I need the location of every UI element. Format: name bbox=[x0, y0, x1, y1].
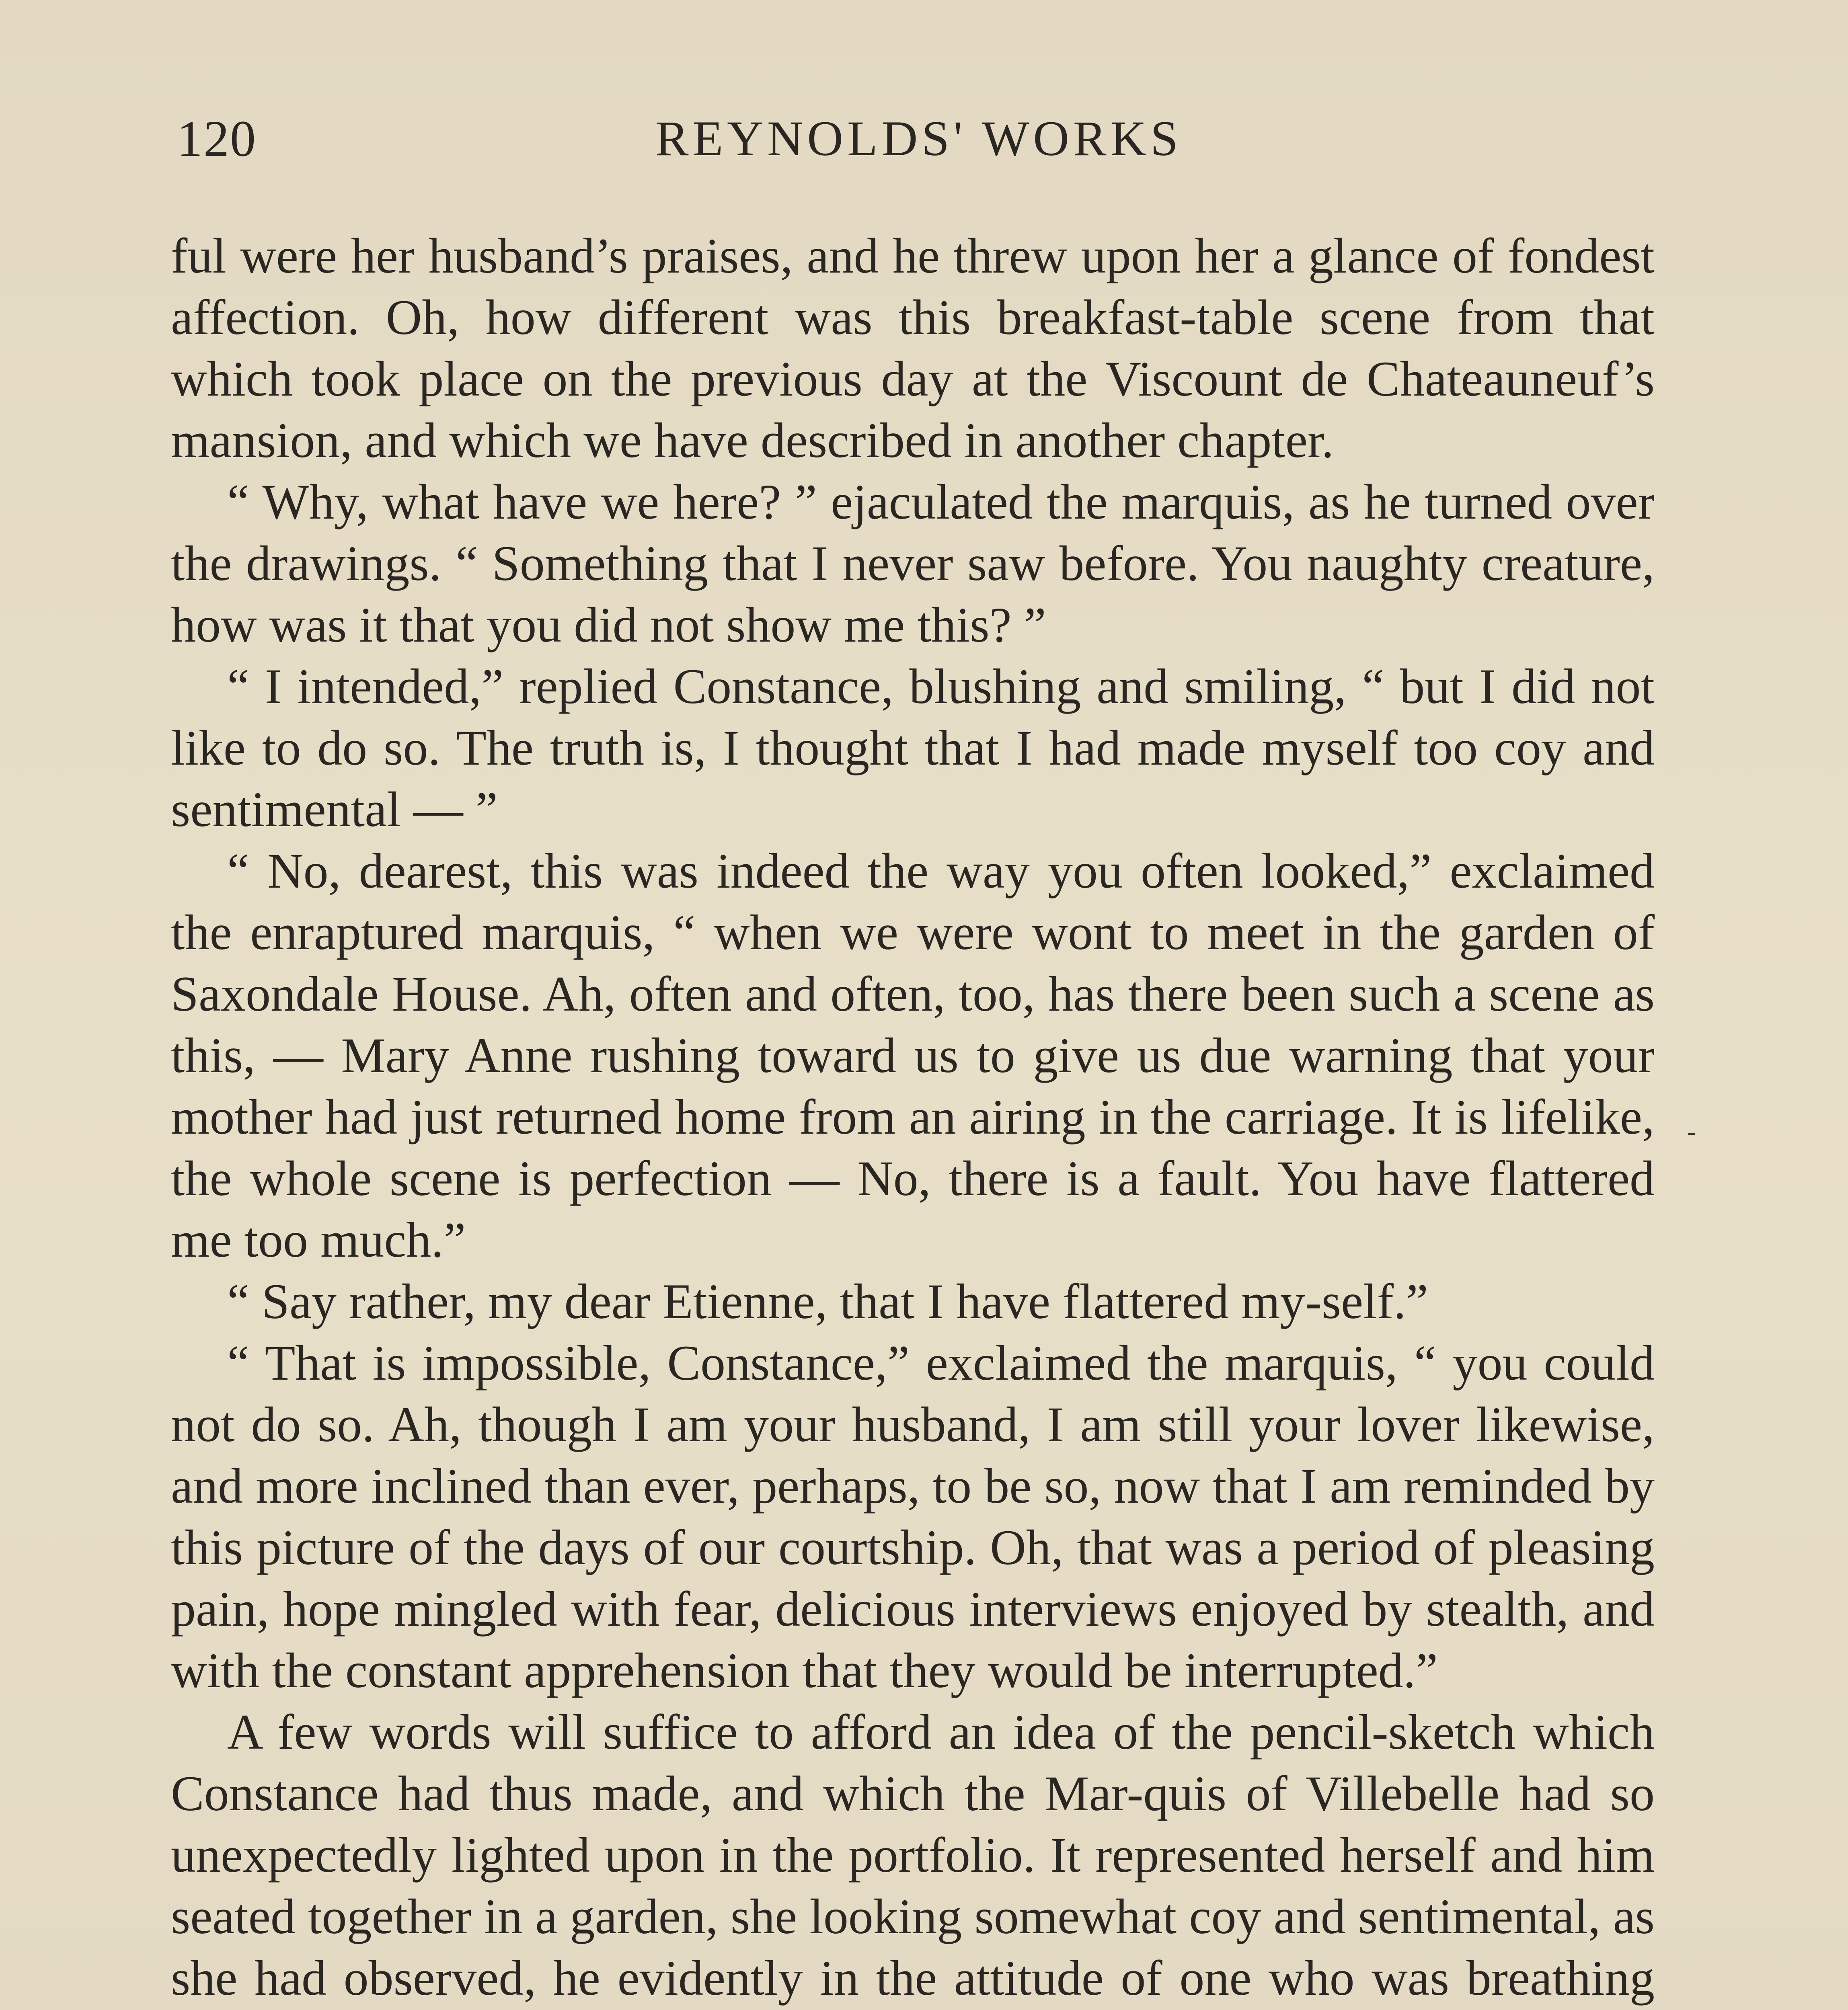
paragraph: “ That is impossible, Constance,” exclaimed the marquis, “ you could not do so. Ah, though I am your husband, I am still your lover likewise, and more inclined than ever, perhaps, to be so, now that I am reminded by this picture of the days of our courtship. Oh, that was a period of pleasing pain, hope mingled with fear, delicious interviews enjoyed by stealth, and with the constant apprehension that they would be interrupted.” bbox=[171, 1335, 1655, 1698]
running-title: REYNOLDS' WORKS bbox=[655, 111, 1183, 166]
paragraph: “ Say rather, my dear Etienne, that I have flattered my-self.” bbox=[227, 1274, 1428, 1329]
paragraph: “ Why, what have we here? ” ejaculated the marquis, as he turned over the drawings. “ Something that I never saw before. You naughty creature, how was it that you did not show me this? ” bbox=[171, 474, 1655, 652]
paragraph: ful were her husband’s praises, and he threw upon her a glance of fondest affection. Oh, how different was this breakfast-table scene from that which took place on the previous day at the Viscount de Chateauneuf’s mansion, and which we have described in another chapter. bbox=[171, 228, 1655, 468]
paragraph: “ I intended,” replied Constance, blushing and smiling, “ but I did not like to do so. The truth is, I thought that I had made myself too coy and sentimental — ” bbox=[171, 659, 1655, 837]
page-number: 120 bbox=[177, 110, 257, 167]
paragraph: A few words will suffice to afford an idea of the pencil-sketch which Constance had thus made, and which the Mar-quis of Villebelle had so unexpectedly lighted upon in the portfolio. It represented herself and him seated together in a garden, she looking somewhat coy and sentimental, as she had observed, he evidently in the attitude of one who was breathing bbox=[171, 1704, 1655, 2006]
running-head bbox=[177, 107, 1661, 171]
paragraph: “ No, dearest, this was indeed the way you often looked,” exclaimed the enraptured marquis, “ when we were wont to meet in the garden of Saxondale House. Ah, often and often, too, has there been such a scene as this, — Mary Anne rushing toward us to give us due warning that your mother had just returned home from an airing in the carriage. It is lifelike, the whole scene is perfection — No, there is a fault. You have flattered me too much.” bbox=[171, 843, 1655, 1268]
ink-speck-mark: - bbox=[1687, 1118, 1696, 1147]
body-text bbox=[171, 225, 1655, 2010]
